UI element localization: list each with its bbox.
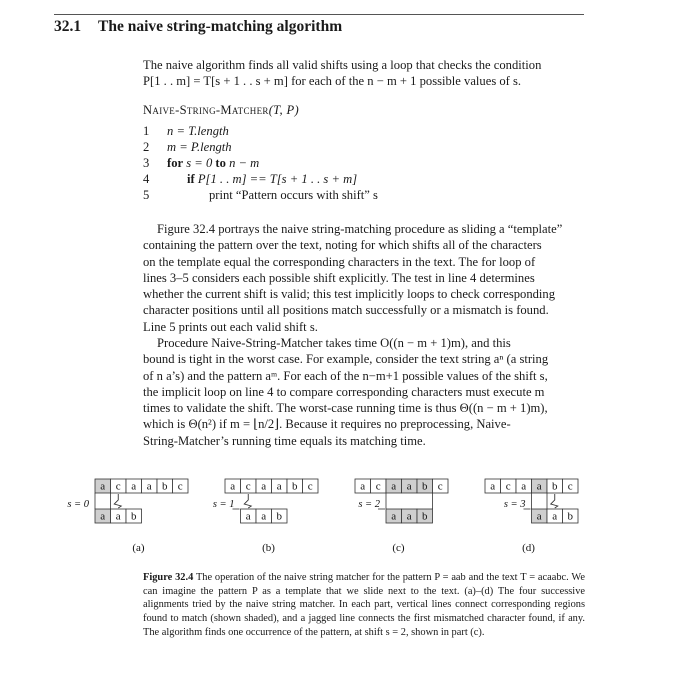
shift-label: s = 3 bbox=[503, 499, 526, 510]
body-line: Figure 32.4 portrays the naive string-matching procedure as sliding a “template” bbox=[157, 222, 563, 236]
pattern-cell-char: a bbox=[245, 510, 251, 523]
code-text: n = T.length bbox=[167, 124, 229, 138]
text-cell-char: a bbox=[360, 480, 366, 493]
code-text-2: n − m bbox=[229, 156, 260, 170]
body-line: bound is tight in the worst case. For example, consider the text string aⁿ (a string bbox=[143, 352, 549, 367]
pattern-cell-char: a bbox=[536, 510, 542, 523]
body-paragraph-2 bbox=[143, 335, 583, 449]
line-number: 3 bbox=[143, 156, 150, 170]
body-line: Line 5 prints out each valid shift s. bbox=[143, 319, 318, 334]
pattern-cell-char: a bbox=[406, 510, 412, 523]
pattern-cell-char: b bbox=[276, 510, 282, 523]
pattern-cell-char: a bbox=[391, 510, 397, 523]
panel-label: (a) bbox=[132, 542, 145, 554]
keyword-for: for bbox=[167, 156, 184, 170]
code-line-3 bbox=[143, 156, 259, 171]
text-cell-char: c bbox=[505, 480, 511, 493]
code-line-1 bbox=[143, 124, 229, 139]
code-line-2 bbox=[143, 140, 232, 155]
text-cell-char: a bbox=[536, 480, 542, 493]
mismatch-jagged-line bbox=[244, 494, 251, 508]
body-line: character positions until all positions match successfully or a mismatch is found. bbox=[143, 303, 549, 318]
text-cell-char: b bbox=[552, 480, 558, 493]
text-cell-char: b bbox=[292, 480, 298, 493]
body-line: times to validate the shift. The worst-case running time is thus Θ((n − m + 1)m), bbox=[143, 401, 548, 416]
keyword-to: to bbox=[215, 156, 226, 170]
line-number: 5 bbox=[143, 188, 150, 202]
intro-paragraph bbox=[143, 57, 583, 90]
text-cell-char: a bbox=[276, 480, 282, 493]
shift-label: s = 0 bbox=[67, 499, 89, 510]
text-cell-char: c bbox=[375, 480, 381, 493]
code-text: m = P.length bbox=[167, 140, 232, 154]
shift-label: s = 1 bbox=[212, 499, 235, 510]
text-cell-char: a bbox=[230, 480, 236, 493]
line-number: 4 bbox=[143, 172, 150, 186]
pattern-cell-char: a bbox=[261, 510, 267, 523]
mismatch-jagged-line bbox=[114, 494, 121, 508]
intro-line-2: P[1 . . m] = T[s + 1 . . s + m] for each of the n − m + 1 possible values of s. bbox=[143, 74, 522, 89]
pattern-cell-char: a bbox=[115, 510, 121, 523]
header-rule bbox=[54, 14, 584, 15]
body-line: containing the pattern over the text, noting for which shifts all of the characters bbox=[143, 238, 542, 253]
pattern-cell-char: b bbox=[131, 510, 137, 523]
body-line: String-Matcher’s running time equals its matching time. bbox=[143, 433, 426, 448]
text-cell-char: c bbox=[115, 480, 121, 493]
section-title: The naive string-matching algorithm bbox=[98, 18, 343, 35]
text-cell-char: a bbox=[131, 480, 137, 493]
pattern-cell-char: a bbox=[100, 510, 106, 523]
figure-caption bbox=[143, 571, 585, 640]
algorithm-params: (T, P) bbox=[268, 103, 299, 117]
algorithm-name: Naive-String-Matcher bbox=[143, 103, 269, 117]
mismatch-jagged-line bbox=[551, 494, 558, 508]
caption-text: The operation of the naive string matcher for the pattern P = aab and the text T = acaabc. We can imagine the pattern P as a template that we slide next to the text. (a)–(d) The four successive alignments tried by the naive string matcher. In each part, vertical lines connect corresponding regions found to match (shown shaded), and a jagged line connects the first mismatched character found, if any. The algorithm finds one occurrence of the pattern, at shift s = 2, shown in part (c). bbox=[143, 572, 585, 638]
body-line: Procedure Naive-String-Matcher takes time O((n − m + 1)m), and this bbox=[157, 336, 511, 350]
text-cell-char: a bbox=[521, 480, 527, 493]
body-line: lines 3–5 considers each possible shift explicitly. The test in line 4 determines bbox=[143, 270, 535, 285]
body-line: of n a’s) and the pattern aᵐ. For each of the n−m+1 possible values of the shift s, bbox=[143, 368, 548, 383]
code-line-4 bbox=[143, 172, 357, 187]
text-cell-char: a bbox=[100, 480, 106, 493]
code-text: print “Pattern occurs with shift” s bbox=[209, 188, 378, 202]
text-cell-char: c bbox=[567, 480, 573, 493]
pattern-cell-char: b bbox=[567, 510, 573, 523]
line-number: 2 bbox=[143, 140, 150, 154]
body-line: on the template equal the corresponding characters in the text. The for loop of bbox=[143, 254, 536, 269]
text-cell-char: a bbox=[146, 480, 152, 493]
code-text: s = 0 bbox=[186, 156, 213, 170]
shift-label: s = 2 bbox=[358, 499, 380, 510]
figure-32-4 bbox=[0, 465, 675, 585]
section-number: 32.1 bbox=[54, 18, 82, 35]
text-cell-char: a bbox=[406, 480, 412, 493]
text-cell-char: b bbox=[422, 480, 428, 493]
text-cell-char: c bbox=[177, 480, 183, 493]
line-number: 1 bbox=[143, 124, 150, 138]
text-cell-char: a bbox=[391, 480, 397, 493]
text-cell-char: a bbox=[490, 480, 496, 493]
intro-line-1: The naive algorithm finds all valid shifts using a loop that checks the condition bbox=[143, 58, 542, 72]
pattern-cell-char: b bbox=[422, 510, 428, 523]
text-cell-char: b bbox=[162, 480, 168, 493]
text-cell-char: c bbox=[245, 480, 251, 493]
algorithm-heading bbox=[143, 103, 299, 118]
body-line: which is Θ(n²) if m = ⌊n/2⌋. Because it requires no preprocessing, Naive- bbox=[143, 417, 511, 432]
body-line: whether the current shift is valid; this test implicitly loops to check corresponding bbox=[143, 287, 556, 302]
pattern-cell-char: a bbox=[552, 510, 558, 523]
keyword-if: if bbox=[187, 172, 195, 186]
text-cell-char: a bbox=[261, 480, 267, 493]
body-paragraph-1 bbox=[143, 221, 583, 335]
code-text: P[1 . . m] == T[s + 1 . . s + m] bbox=[197, 172, 358, 186]
panel-label: (c) bbox=[392, 542, 405, 554]
code-line-5 bbox=[143, 188, 378, 203]
body-line: the implicit loop on line 4 to compare corresponding characters must execute m bbox=[143, 384, 545, 399]
panel-label: (d) bbox=[522, 542, 535, 554]
caption-label: Figure 32.4 bbox=[143, 572, 194, 583]
text-cell-char: c bbox=[437, 480, 443, 493]
text-cell-char: c bbox=[307, 480, 313, 493]
panel-label: (b) bbox=[262, 542, 275, 554]
section-heading bbox=[54, 18, 342, 36]
